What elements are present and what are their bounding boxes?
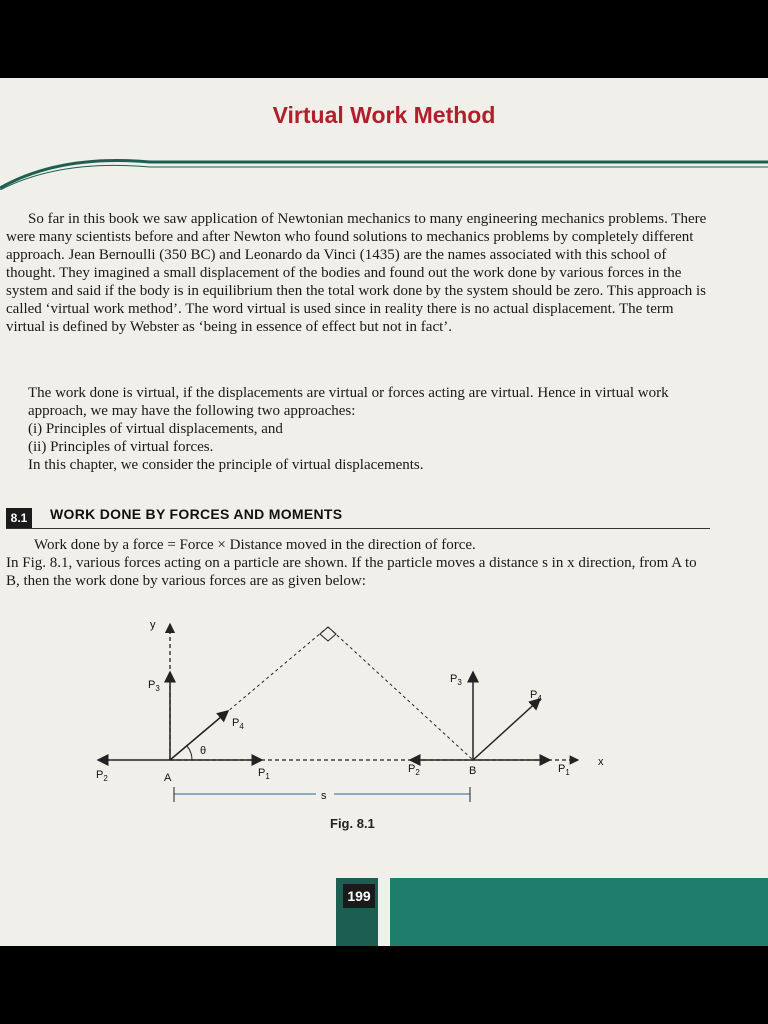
point-b-label: B bbox=[469, 765, 477, 777]
inclined-path-right bbox=[328, 627, 473, 760]
p1-b-label: $P_1$ bbox=[558, 763, 570, 777]
page-number: 199 bbox=[343, 884, 375, 908]
y-axis-label: y bbox=[150, 619, 156, 631]
section-heading bbox=[0, 502, 710, 530]
virtual-work-intro: The work done is virtual, if the displacements are virtual or forces acting are virtual. Hence in virtual work approach, we may have the following two approaches: bbox=[28, 385, 669, 419]
p4-b-label: $P_4$ bbox=[530, 689, 542, 703]
figure-8-1 bbox=[80, 610, 620, 810]
chapter-title: Virtual Work Method bbox=[272, 102, 496, 128]
p1-a-label: $P_1$ bbox=[258, 767, 270, 781]
work-definition: Work done by a force = Force × Distance moved in the direction of force. bbox=[34, 537, 476, 553]
approach-item-1: (i) Principles of virtual displacements, and bbox=[28, 421, 283, 437]
p4-a-label: $P_4$ bbox=[232, 717, 244, 731]
virtual-work-paragraph bbox=[6, 384, 708, 474]
title-decorative-rule bbox=[0, 150, 768, 190]
displacement-s-label: s bbox=[321, 790, 327, 802]
p3-b-label: $P_3$ bbox=[450, 673, 462, 687]
x-axis-label: x bbox=[598, 756, 604, 768]
force-p4-at-b bbox=[473, 699, 540, 760]
point-a-label: A bbox=[164, 772, 172, 784]
section-number: 8.1 bbox=[6, 508, 32, 528]
p2-b-label: $P_2$ bbox=[408, 763, 420, 777]
p2-a-label: $P_2$ bbox=[96, 769, 108, 783]
figure-reference-text: In Fig. 8.1, various forces acting on a particle are shown. If the particle moves a distance s in x direction, from A to B, then the work done by various forces are as given below: bbox=[6, 555, 697, 589]
p3-a-label: $P_3$ bbox=[148, 679, 160, 693]
chapter-scope-line: In this chapter, we consider the principle of virtual displacements. bbox=[28, 457, 424, 473]
work-definition-paragraph bbox=[6, 536, 708, 590]
inclined-path-left bbox=[170, 627, 328, 760]
right-angle-mark bbox=[320, 627, 336, 641]
section-underline bbox=[6, 528, 710, 529]
angle-theta-arc bbox=[187, 746, 192, 760]
figure-caption: Fig. 8.1 bbox=[330, 816, 375, 831]
section-title: WORK DONE BY FORCES AND MOMENTS bbox=[50, 506, 343, 522]
book-page bbox=[0, 78, 768, 946]
angle-theta-label: θ bbox=[200, 745, 207, 757]
approach-item-2: (ii) Principles of virtual forces. bbox=[28, 439, 214, 455]
footer-band bbox=[390, 878, 768, 946]
intro-paragraph: So far in this book we saw application of Newtonian mechanics to many engineering mechanics problems. There were many scientists before and after Newton who found solutions to mechanics problems by completely different approach. Jean Bernoulli (350 BC) and Leonardo da Vinci (1435) are the names associated with this school of thought. They imagined a small displacement of the bodies and found out the work done by various forces in the system and said if the body is in equilibrium then the total work done by the system should be zero. This approach is called ‘virtual work method’. The word virtual is used since in reality there is no actual displacement. The term virtual is defined by Webster as ‘being in essence of effect but not in fact’. bbox=[6, 211, 707, 335]
